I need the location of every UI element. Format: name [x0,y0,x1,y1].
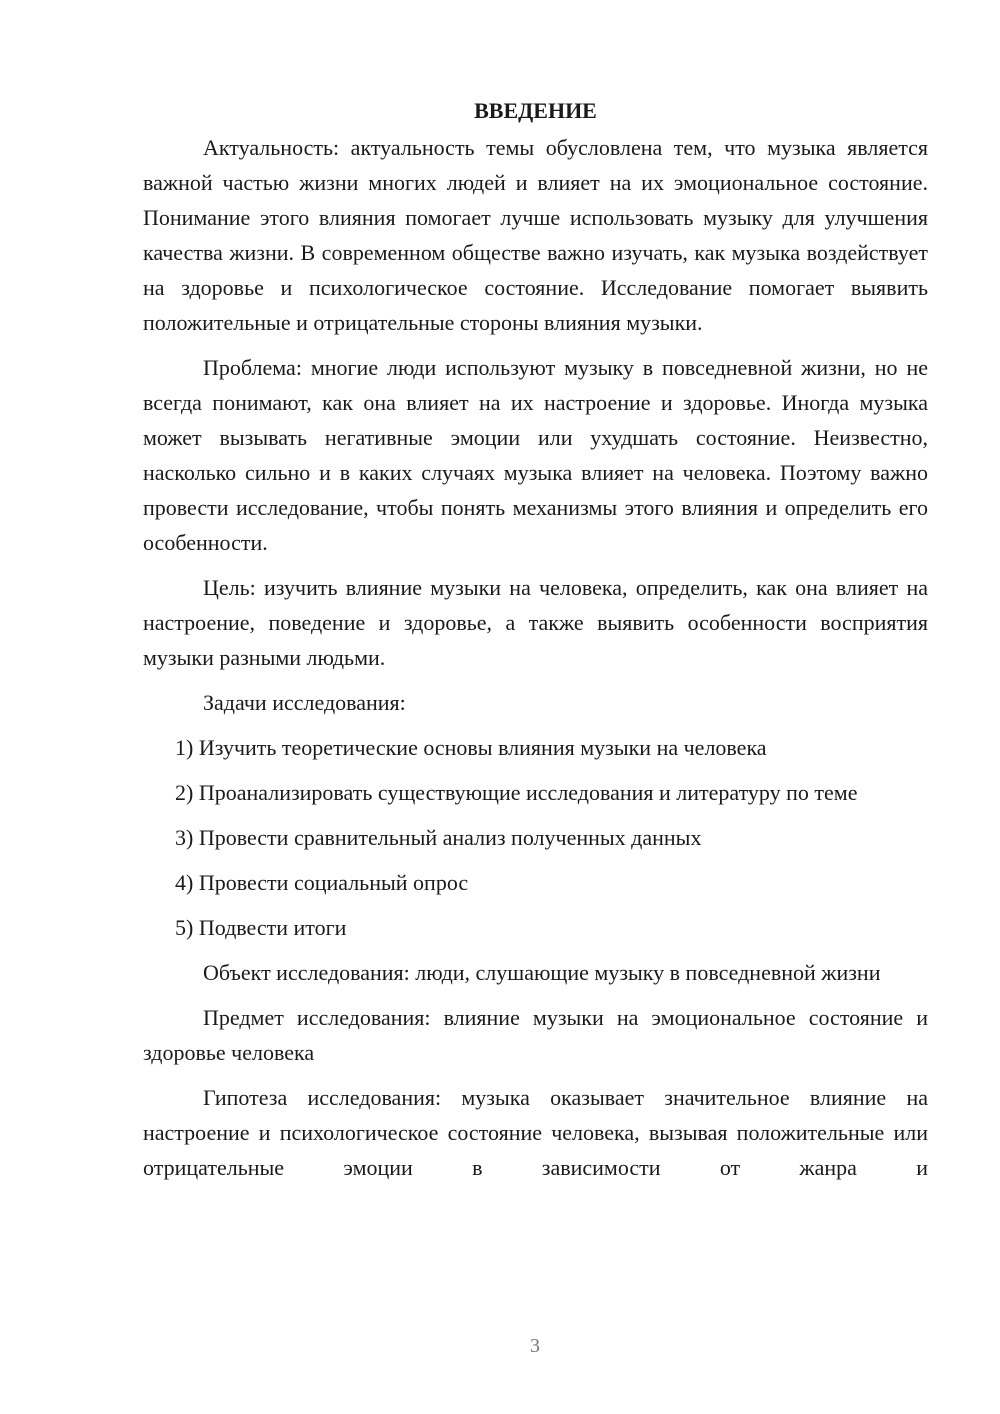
task-item-5: 5) Подвести итоги [175,915,347,940]
section-title: ВВЕДЕНИЕ [474,98,597,123]
task-item-1: 1) Изучить теоретические основы влияния музыки на человека [175,735,767,760]
research-object-paragraph: Объект исследования: люди, слушающие музыку в повседневной жизни [203,960,881,985]
problem-paragraph: Проблема: многие люди используют музыку в повседневной жизни, но не всегда понимают, как она влияет на их настроение и здоровье. Иногда музыка может вызывать негативные эмоции или ухудшать состояние. Неизвестно, насколько сильно и в каких случаях музыка влияет на человека. Поэтому важно провести исследование, чтобы понять механизмы этого влияния и определить его особенности. [143,355,928,555]
relevance-paragraph: Актуальность: актуальность темы обусловлена тем, что музыка является важной частью жизни многих людей и влияет на их эмоциональное состояние. Понимание этого влияния помогает лучше использовать музыку для улучшения качества жизни. В современном обществе важно изучать, как музыка воздействует на здоровье и психологическое состояние. Исследование помогает выявить положительные и отрицательные стороны влияния музыки. [143,135,928,335]
task-item-4: 4) Провести социальный опрос [175,870,469,895]
goal-paragraph: Цель: изучить влияние музыки на человека, определить, как она влияет на настроение, поведение и здоровье, а также выявить особенности восприятия музыки разными людьми. [143,575,928,670]
task-item-3: 3) Провести сравнительный анализ полученных данных [175,825,702,850]
hypothesis-paragraph: Гипотеза исследования: музыка оказывает значительное влияние на настроение и психологическое состояние человека, вызывая положительные или отрицательные эмоции в зависимости от жанра и [143,1085,928,1180]
page-number: 3 [530,1335,540,1357]
task-item-2: 2) Проанализировать существующие исследования и литературу по теме [175,780,858,805]
research-subject-paragraph: Предмет исследования: влияние музыки на эмоциональное состояние и здоровье человека [143,1005,928,1065]
tasks-heading: Задачи исследования: [203,690,406,715]
page-content [143,93,928,1195]
